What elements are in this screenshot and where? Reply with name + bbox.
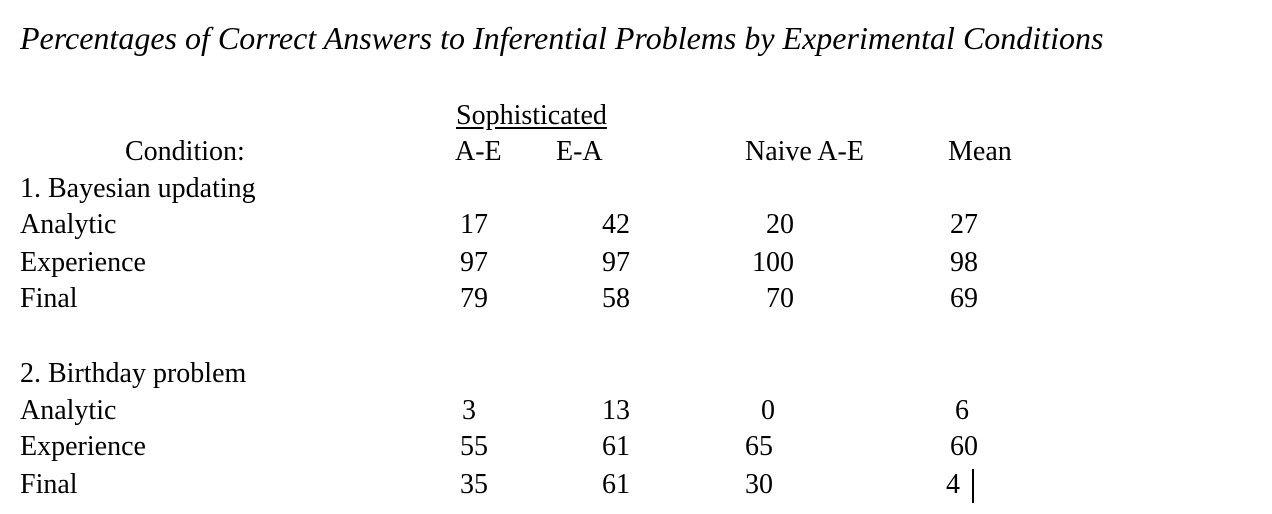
header-mean: Mean: [948, 136, 1012, 167]
header-naive-ae: Naive A-E: [745, 136, 864, 167]
text-cursor: [972, 469, 974, 503]
cell-ae: 55: [460, 431, 488, 462]
cell-ea: 13: [602, 395, 630, 426]
row-label: Analytic: [20, 395, 117, 426]
cell-mean: 6: [955, 395, 969, 426]
row-label: Final: [20, 283, 78, 314]
table-title: Percentages of Correct Answers to Inferential Problems by Experimental Conditions: [20, 20, 1104, 56]
cell-ae: 79: [460, 283, 488, 314]
section-label: 2. Birthday problem: [20, 358, 247, 389]
cell-ea: 58: [602, 283, 630, 314]
cell-ae: 3: [462, 395, 476, 426]
cell-naive: 20: [766, 209, 794, 240]
header-sophisticated: Sophisticated: [456, 100, 607, 131]
section-label: 1. Bayesian updating: [20, 173, 256, 204]
cell-naive: 65: [745, 431, 773, 462]
cell-ea: 42: [602, 209, 630, 240]
cell-ea: 97: [602, 247, 630, 278]
cell-ea: 61: [602, 469, 630, 500]
cell-naive: 100: [752, 247, 794, 278]
header-ea: E-A: [556, 136, 603, 167]
cell-ae: 97: [460, 247, 488, 278]
row-label: Analytic: [20, 209, 117, 240]
cell-mean: 98: [950, 247, 978, 278]
cell-ea: 61: [602, 431, 630, 462]
row-label: Experience: [20, 247, 146, 278]
row-label: Final: [20, 469, 78, 500]
cell-naive: 70: [766, 283, 794, 314]
cell-ae: 17: [460, 209, 488, 240]
cell-ae: 35: [460, 469, 488, 500]
cell-naive: 0: [761, 395, 775, 426]
header-condition: Condition:: [125, 136, 245, 167]
cell-mean: 60: [950, 431, 978, 462]
cell-naive: 30: [745, 469, 773, 500]
header-ae: A-E: [455, 136, 502, 167]
cell-mean: 27: [950, 209, 978, 240]
cell-mean: 4: [946, 469, 960, 500]
cell-mean: 69: [950, 283, 978, 314]
row-label: Experience: [20, 431, 146, 462]
